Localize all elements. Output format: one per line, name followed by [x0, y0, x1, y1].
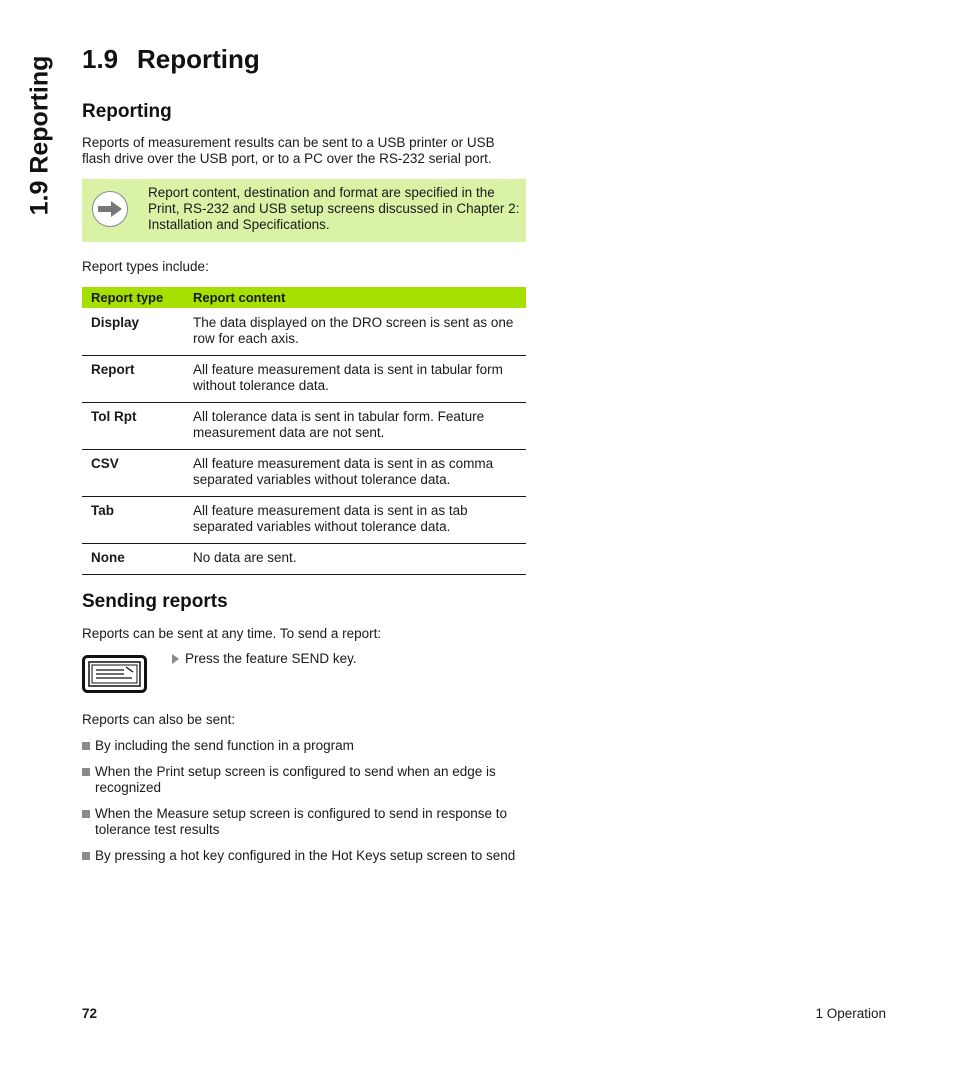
list-item	[82, 806, 526, 838]
list-item	[82, 764, 526, 796]
table-row	[82, 308, 526, 356]
table-row	[82, 450, 526, 497]
side-tab	[16, 40, 64, 230]
bullet-square-icon	[82, 810, 90, 818]
row-type: Display	[82, 308, 185, 356]
row-content: All feature measurement data is sent in as tab separated variables without tolerance data.	[185, 497, 526, 544]
table-row	[82, 497, 526, 544]
row-content: The data displayed on the DRO screen is sent as one row for each axis.	[185, 308, 526, 356]
list-item-text: When the Print setup screen is configured to send when an edge is recognized	[95, 764, 496, 795]
report-types-table	[82, 287, 526, 575]
list-item	[82, 738, 526, 754]
bullet-square-icon	[82, 768, 90, 776]
step-arrow-icon	[172, 654, 179, 664]
note-text: Report content, destination and format are specified in the Print, RS-232 and USB setup screens discussed in Chapter 2: Installation and Specifications.	[148, 185, 520, 232]
list-item-text: By including the send function in a program	[95, 738, 354, 753]
row-content: No data are sent.	[185, 544, 526, 575]
row-content: All tolerance data is sent in tabular form. Feature measurement data are not sent.	[185, 403, 526, 450]
header-report-type: Report type	[82, 287, 185, 308]
row-type: Tol Rpt	[82, 403, 185, 450]
note-box	[82, 179, 526, 242]
types-intro: Report types include:	[82, 259, 209, 274]
also-sent-text: Reports can also be sent:	[82, 712, 236, 727]
intro-paragraph: Reports of measurement results can be sent to a USB printer or USB flash drive over the USB port, or to a PC over the RS-232 serial port.	[82, 135, 495, 166]
send-key-icon	[82, 655, 147, 693]
row-type: CSV	[82, 450, 185, 497]
table-row	[82, 544, 526, 575]
row-type: None	[82, 544, 185, 575]
list-item-text: When the Measure setup screen is configured to send in response to tolerance test results	[95, 806, 507, 837]
send-options-list	[82, 738, 526, 874]
section-number: 1.9	[82, 44, 119, 74]
table-row	[82, 403, 526, 450]
heading-sending-reports: Sending reports	[82, 591, 228, 612]
row-type: Tab	[82, 497, 185, 544]
chapter-label: 1 Operation	[815, 1006, 886, 1021]
table-row	[82, 356, 526, 403]
list-item-text: By pressing a hot key configured in the Hot Keys setup screen to send	[95, 848, 516, 863]
header-report-content: Report content	[185, 287, 526, 308]
side-tab-label: 1.9 Reporting	[25, 55, 54, 215]
step-text: Press the feature SEND key.	[185, 651, 357, 666]
section-title: Reporting	[137, 44, 260, 74]
bullet-square-icon	[82, 742, 90, 750]
page-title	[82, 44, 260, 75]
sending-intro: Reports can be sent at any time. To send a report:	[82, 626, 382, 641]
step-press-send	[172, 651, 357, 667]
row-content: All feature measurement data is sent in as comma separated variables without tolerance data.	[185, 450, 526, 497]
heading-reporting: Reporting	[82, 101, 172, 122]
list-item	[82, 848, 526, 864]
row-type: Report	[82, 356, 185, 403]
page-number: 72	[82, 1006, 98, 1021]
bullet-square-icon	[82, 852, 90, 860]
table-header-row	[82, 287, 526, 308]
arrow-right-icon	[92, 191, 128, 227]
row-content: All feature measurement data is sent in tabular form without tolerance data.	[185, 356, 526, 403]
